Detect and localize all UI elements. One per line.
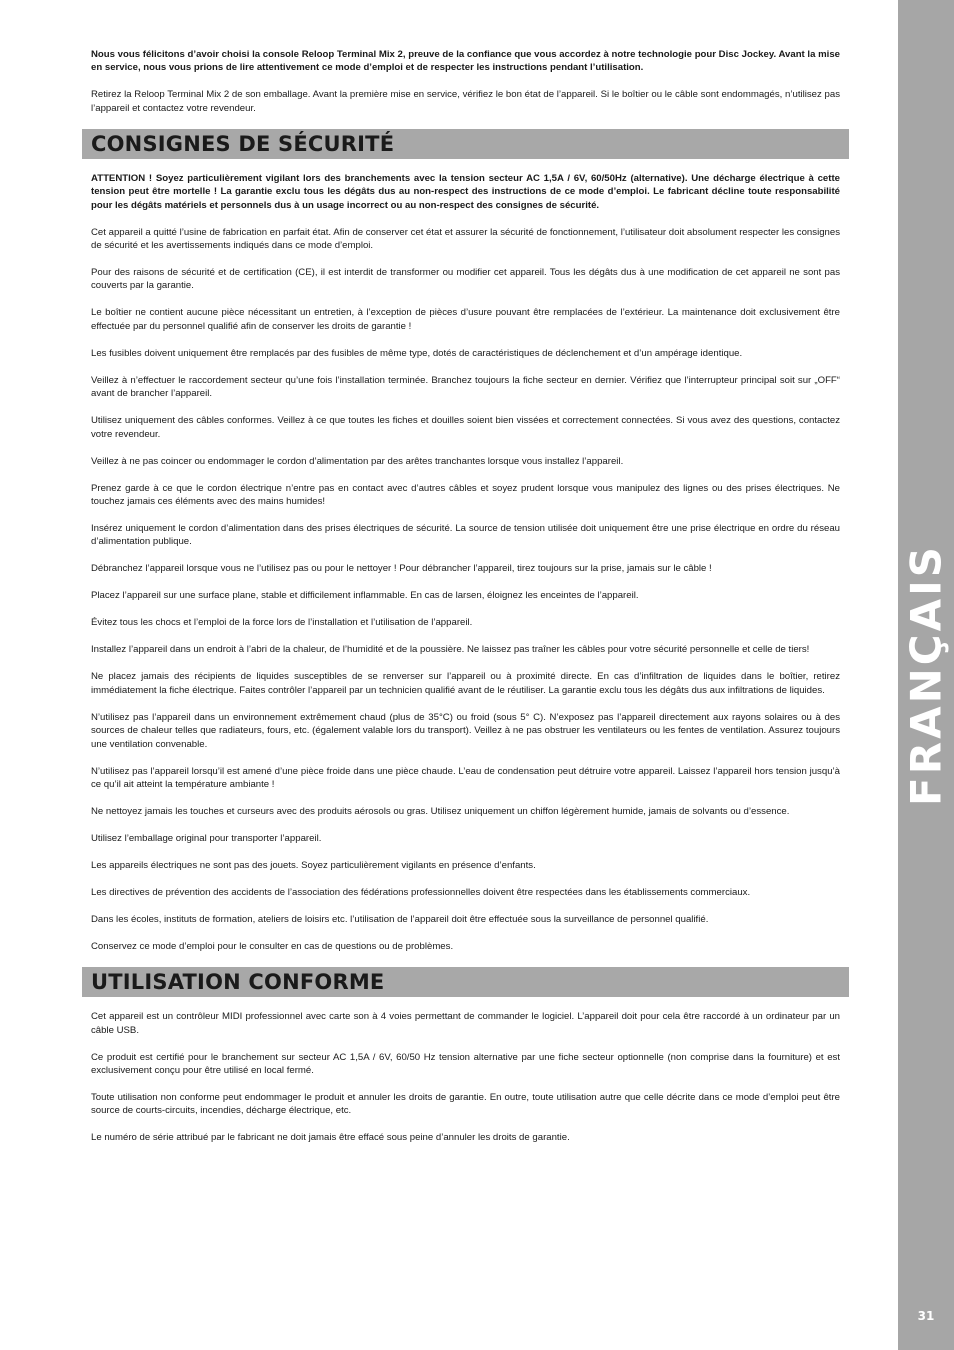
language-sidebar bbox=[898, 0, 954, 1350]
usage-paragraph: Cet appareil est un contrôleur MIDI professionnel avec carte son à 4 voies permettant de commander le logiciel. L’appareil doit pour cela être raccordé à un ordinateur par un câble USB. bbox=[91, 1011, 840, 1036]
safety-warning: ATTENTION ! Soyez particulièrement vigilant lors des branchements avec la tension secteur AC 1,5A / 6V, 60/50Hz (alternative). Une décharge électrique à cette tension peut être mortelle ! La garantie exclu tous les dégâts dus au non-respect des instructions de ce mode d’emploi. Le fabricant décline toute responsabilité pour les dégâts matériels et personnels dus à un usage incorrect ou au non-respect des consignes de sécurité. bbox=[91, 172, 840, 211]
safety-paragraph: Insérez uniquement le cordon d’alimentation dans des prises électriques de sécurité. La source de tension utilisée doit uniquement être une prise électrique en ordre du réseau d’alimentation publique. bbox=[91, 523, 840, 548]
safety-paragraph: Ne placez jamais des récipients de liquides susceptibles de se renverser sur l’appareil ou à proximité directe. En cas d’infiltration de liquides dans le boîtier, retirez immédiatement la fiche électrique. Faites contrôler l’appareil par un technicien qualifié avant de le réutiliser. La garantie exclu tous les dégâts dus aux infiltrations de liquides. bbox=[91, 671, 840, 696]
usage-section-title: UTILISATION CONFORME bbox=[91, 970, 385, 995]
safety-paragraph: Débranchez l’appareil lorsque vous ne l’utilisez pas ou pour le nettoyer ! Pour débrancher l’appareil, tirez toujours sur la prise, jamais sur le câble ! bbox=[91, 563, 712, 575]
usage-section-header bbox=[82, 967, 849, 997]
safety-paragraph: Conservez ce mode d’emploi pour le consulter en cas de questions ou de problèmes. bbox=[91, 941, 454, 953]
safety-paragraph: Le boîtier ne contient aucune pièce nécessitant un entretien, à l’exception de pièces d’usure pouvant être remplacées de l’extérieur. La maintenance doit exclusivement être effectuée par du personnel qualifié afin de conserver les droits de garantie ! bbox=[91, 307, 840, 332]
language-label: FRANÇAIS bbox=[901, 544, 951, 806]
safety-paragraph: Installez l’appareil dans un endroit à l’abri de la chaleur, de l’humidité et de la poussière. Ne laissez pas traîner les câbles pour votre sécurité personnelle et celle de tiers! bbox=[91, 644, 810, 656]
intro-paragraph: Retirez la Reloop Terminal Mix 2 de son emballage. Avant la première mise en service, vérifiez le bon état de l’appareil. Si le boîtier ou le câble sont endommagés, n’utilisez pas l’appareil et contactez votre revendeur. bbox=[91, 89, 840, 114]
safety-paragraph: Ne nettoyez jamais les touches et curseurs avec des produits aérosols ou gras. Utilisez uniquement un chiffon légèrement humide, jamais de solvants ou d’essence. bbox=[91, 806, 790, 818]
intro-paragraph: Nous vous félicitons d’avoir choisi la console Reloop Terminal Mix 2, preuve de la confiance que vous accordez à notre technologie pour Disc Jockey. Avant la mise en service, nous vous prions de lire attentivement ce mode d’emploi et de respecter les instructions pendant l’utilisation. bbox=[91, 49, 840, 74]
safety-section bbox=[91, 172, 840, 954]
safety-paragraph: Évitez tous les chocs et l’emploi de la force lors de l’installation et l’utilisation de l’appareil. bbox=[91, 617, 473, 629]
page-number: 31 bbox=[917, 1309, 935, 1323]
safety-paragraph: Dans les écoles, instituts de formation, ateliers de loisirs etc. l’utilisation de l’appareil doit être effectuée sous la surveillance de personnel qualifié. bbox=[91, 914, 709, 926]
safety-paragraph: Veillez à ne pas coincer ou endommager le cordon d’alimentation par des arêtes tranchantes lorsque vous installez l’appareil. bbox=[91, 455, 624, 467]
usage-section bbox=[91, 1010, 840, 1145]
safety-paragraph: Cet appareil a quitté l’usine de fabrication en parfait état. Afin de conserver cet état et assurer la sécurité de fonctionnement, l’utilisateur doit absolument respecter les consignes de sécurité et les avertissements indiqués dans ce mode d’emploi. bbox=[91, 226, 840, 252]
usage-paragraph: Ce produit est certifié pour le branchement sur secteur AC 1,5A / 6V, 60/50 Hz tension alternative par une fiche secteur optionnelle (non comprise dans la fourniture) et est exclusivement conçu pour être utilisé en local fermé. bbox=[91, 1051, 840, 1076]
usage-paragraph: Le numéro de série attribué par le fabricant ne doit jamais être effacé sous peine d’annuler les droits de garantie. bbox=[91, 1132, 570, 1144]
safety-paragraph: Prenez garde à ce que le cordon électrique n’entre pas en contact avec d’autres câbles et soyez prudent lorsque vous manipulez des lignes ou des prises électriques. Ne touchez jamais ces éléments avec des mains humides! bbox=[91, 482, 840, 508]
safety-paragraph: Placez l’appareil sur une surface plane, stable et difficilement inflammable. En cas de larsen, éloignez les enceintes de l’appareil. bbox=[91, 590, 639, 602]
safety-section-title: CONSIGNES DE SÉCURITÉ bbox=[91, 131, 395, 156]
usage-paragraph: Toute utilisation non conforme peut endommager le produit et annuler les droits de garantie. En outre, toute utilisation autre que celle décrite dans ce mode d’emploi peut être source de courts-circuits, incendies, décharge électrique, etc. bbox=[91, 1091, 840, 1117]
safety-paragraph: Les appareils électriques ne sont pas des jouets. Soyez particulièrement vigilants en présence d’enfants. bbox=[91, 860, 536, 872]
safety-paragraph: N’utilisez pas l’appareil lorsqu’il est amené d’une pièce froide dans une pièce chaude. L’eau de condensation peut détruire votre appareil. Laissez l’appareil hors tension jusqu’à ce qu’il ait atteint la température ambiante ! bbox=[91, 765, 840, 791]
safety-paragraph: Les directives de prévention des accidents de l’association des fédérations professionnelles doivent être respectées dans les établissements commerciaux. bbox=[91, 887, 751, 899]
safety-paragraph: Veillez à n’effectuer le raccordement secteur qu’une fois l’installation terminée. Branchez toujours la fiche secteur en dernier. Vérifiez que l’interrupteur principal soit sur „OFF“ avant de brancher l’appareil. bbox=[91, 374, 840, 400]
safety-paragraph: Les fusibles doivent uniquement être remplacés par des fusibles de même type, dotés de caractéristiques de déclenchement et d’un ampérage identique. bbox=[91, 347, 743, 359]
safety-paragraph: Utilisez l’emballage original pour transporter l’appareil. bbox=[91, 833, 322, 845]
safety-paragraph: Pour des raisons de sécurité et de certification (CE), il est interdit de transformer ou modifier cet appareil. Tous les dégâts dus à une modification de cet appareil ne sont pas couverts par la garantie. bbox=[91, 267, 840, 292]
page-content bbox=[91, 48, 840, 1158]
intro-section bbox=[91, 48, 840, 115]
safety-paragraph: N’utilisez pas l’appareil dans un environnement extrêmement chaud (plus de 35°C) ou froid (sous 5° C). N’exposez pas l’appareil directement aux rayons solaires ou à des sources de chaleur telles que radiateurs, fours, etc. (également valable lors du transport). Veillez à ne pas obstruer les ventilateurs ou les fentes de ventilation. Assurez toujours une ventilation convenable. bbox=[91, 711, 840, 750]
safety-paragraph: Utilisez uniquement des câbles conformes. Veillez à ce que toutes les fiches et douilles soient bien vissées et correctement connectées. Si vous avez des questions, contactez votre revendeur. bbox=[91, 415, 840, 440]
safety-section-header bbox=[82, 129, 849, 159]
